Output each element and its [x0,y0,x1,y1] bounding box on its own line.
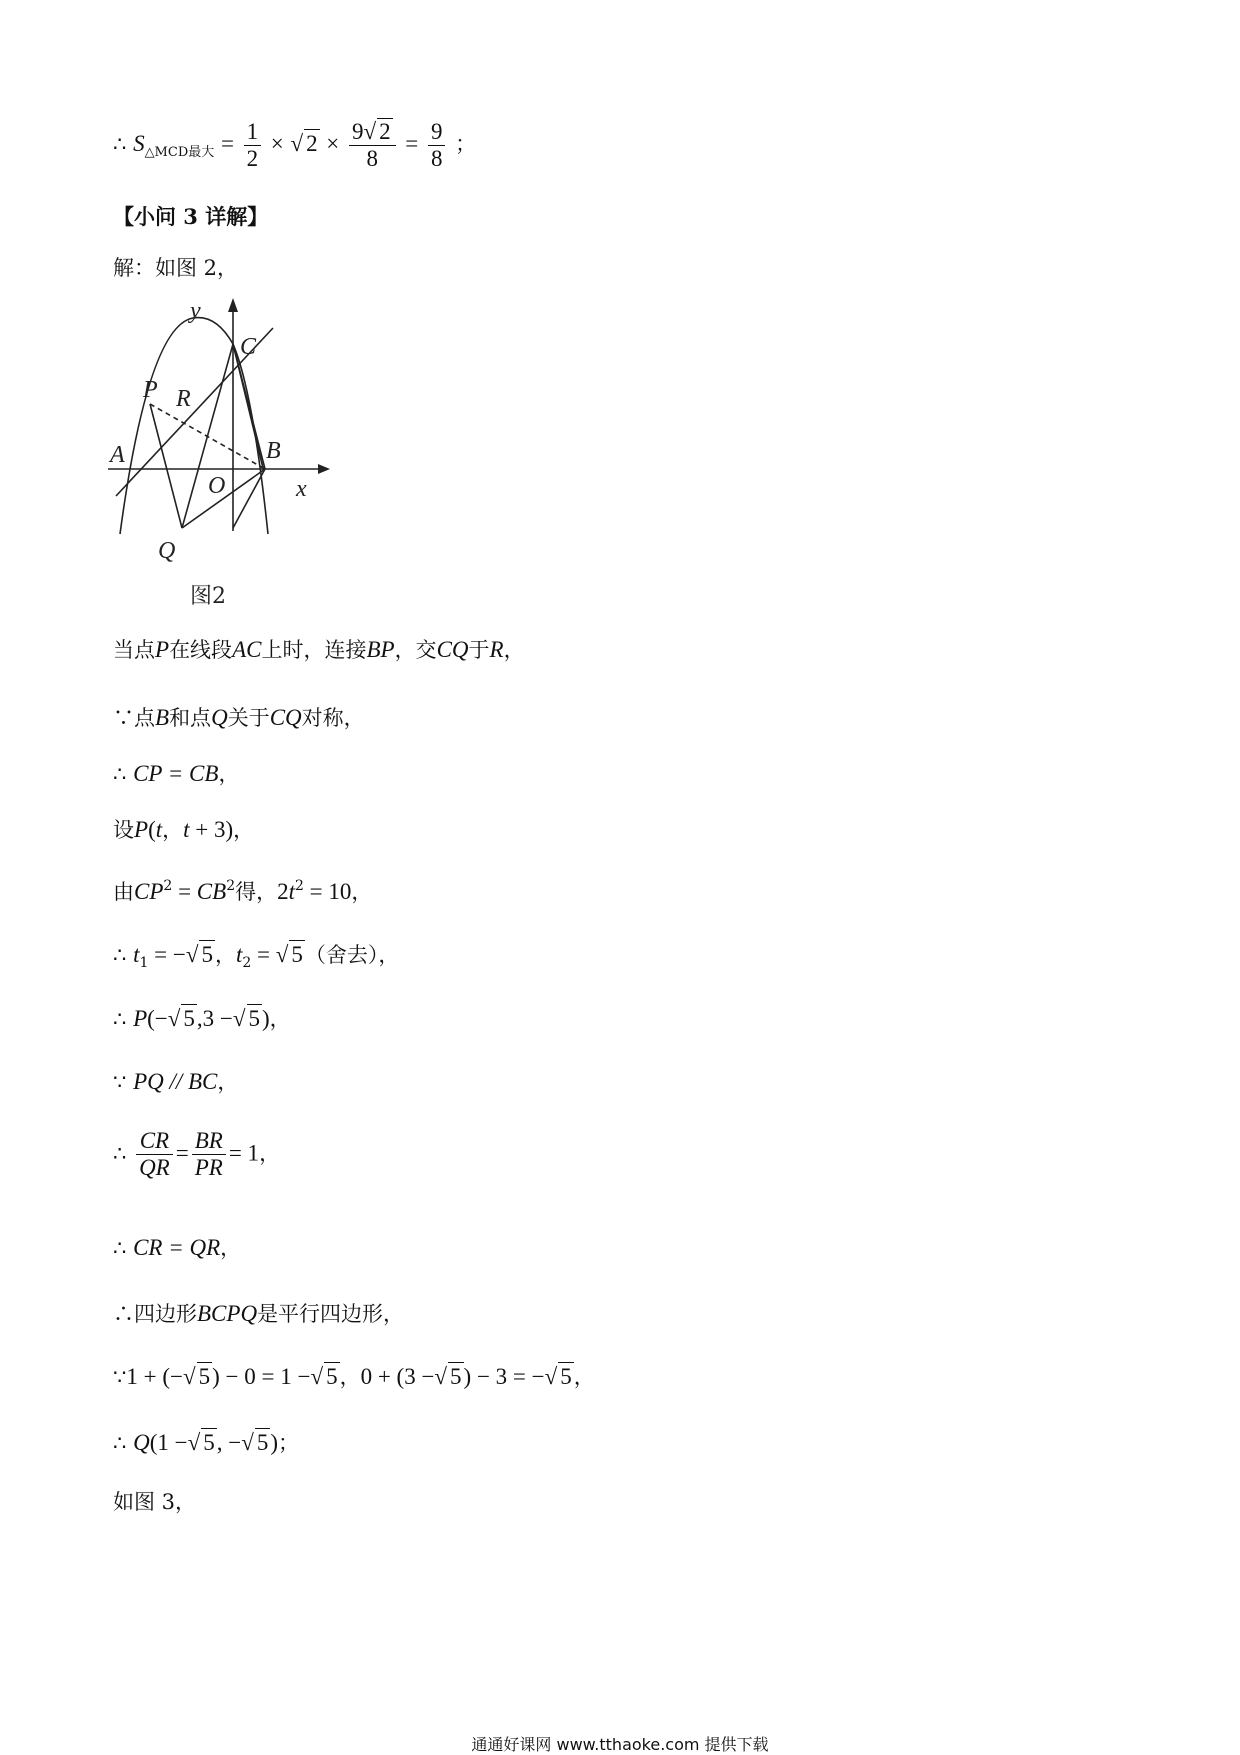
label-b: B [266,438,281,464]
area-subscript: △MCD最大 [144,144,215,160]
line-cp-eq-cb: ∴ CP = CB， [113,761,240,786]
segment-pq [150,404,182,528]
line-see-figure-3: 如图 3， [113,1490,197,1514]
label-p: P [143,377,158,403]
area-result-line: ∴ $S_{\triangle MCD最大}$ = $\frac{1}{2}$ × √ 2 × $\frac{9√ 2}{8}$ = $\frac{9}{8}$ ； [113,118,477,172]
fraction-9-over-8: $\frac{9}{8}$ [428,119,446,173]
line-t-values: ∴ $t_1$ = −√ 5，$t_2$ = √ 5（舍去）， [113,942,400,971]
fraction-half: $\frac{1}{2}$ [244,119,262,173]
line-ratio: ∴ $\frac{CR}{QR}$ = $\frac{BR}{PR}$ = 1， [113,1128,281,1181]
line-p-coord: ∴ P(−√ 5,3 −√ 5)， [113,1006,291,1031]
segment-cb2 [233,344,263,468]
y-axis-arrow [228,298,238,312]
label-a: A [110,442,125,468]
line-cr-eq-qr: ∴ CR = QR， [113,1235,242,1260]
figure-2-diagram [108,296,348,616]
label-x: x [296,476,307,502]
line-parallelogram: ∴四边形BCPQ是平行四边形， [113,1301,405,1326]
label-q: Q [158,538,176,564]
label-r: R [176,386,191,412]
solution-intro: 解：如图 2， [113,256,239,280]
label-c: C [240,334,257,360]
page-footer: 通通好课网 www.tthaoke.com 提供下载 [471,1735,769,1754]
segment-bx [233,469,265,528]
line-when-p-on-ac: 当点P在线段AC上时，连接BP，交CQ于R， [113,637,525,662]
figure-caption: 图2 [190,584,226,609]
area-symbol: S [133,130,145,156]
segment-pb-dashed [150,404,265,469]
line-symmetry: ∵点B和点Q关于CQ对称， [113,705,365,730]
fraction-9root2-over-8: $\frac{9√ 2}{8}$ [349,118,396,173]
line-coordinate-calc: ∵1 + (−√ 5) − 0 = 1 −√ 5，0 + (3 −√ 5) − 3 = −√ 5， [113,1364,595,1389]
section-heading: 【小问 3 详解】 [113,204,269,229]
line-pq-parallel-bc: ∵ PQ // BC， [113,1069,239,1094]
line-q-coord: ∴ Q(1 −√ 5, −√ 5)； [113,1430,299,1455]
line-from-cp2: 由$CP^2 = CB^2$得，$2t^2 = 10$， [113,878,373,904]
x-axis-arrow [318,464,330,474]
line-set-p: 设P(t，t + 3)， [113,817,255,842]
label-y2: y [190,298,201,324]
label-o: O [208,473,226,499]
